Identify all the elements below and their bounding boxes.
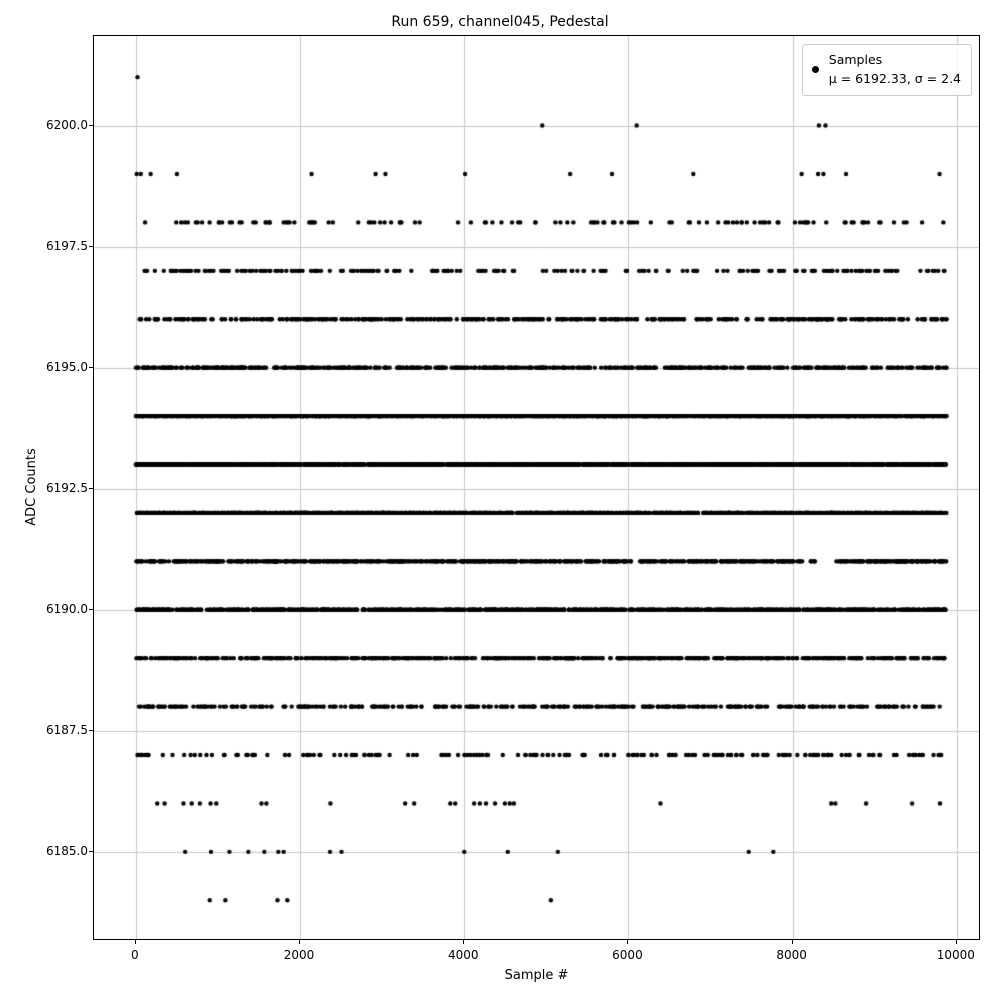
x-tick-label: 0 [131, 948, 139, 962]
plot-area [93, 35, 980, 940]
x-tick-mark [792, 940, 793, 944]
chart-title: Run 659, channel045, Pedestal [391, 14, 609, 30]
x-tick-mark [463, 940, 464, 944]
legend-sample-marker-icon [812, 66, 819, 73]
y-tick-label: 6195.0 [46, 359, 88, 374]
y-tick-label: 6192.5 [46, 480, 88, 495]
x-tick-label: 8000 [776, 948, 807, 962]
y-tick-label: 6190.0 [46, 601, 88, 616]
y-tick-mark [89, 730, 93, 731]
x-tick-mark [135, 940, 136, 944]
x-tick-label: 4000 [447, 948, 479, 962]
x-tick-label: 2000 [283, 948, 315, 962]
x-tick-mark [627, 940, 628, 944]
x-tick-label: 10000 [936, 948, 975, 962]
y-tick-mark [89, 609, 93, 610]
y-tick-label: 6197.5 [46, 238, 88, 253]
y-tick-label: 6200.0 [46, 117, 88, 132]
x-axis-label: Sample # [504, 968, 569, 983]
x-tick-mark [956, 940, 957, 944]
x-tick-label: 6000 [612, 948, 643, 962]
legend[interactable] [802, 44, 972, 96]
x-tick-mark [299, 940, 300, 944]
y-tick-mark [89, 367, 93, 368]
legend-label-samples: Samples [828, 52, 883, 67]
y-tick-label: 6187.5 [46, 722, 88, 737]
y-axis-label: ADC Counts [24, 448, 39, 526]
scatter-canvas [94, 36, 979, 939]
y-tick-mark [89, 488, 93, 489]
legend-label-stats: μ = 6192.33, σ = 2.4 [828, 71, 961, 87]
y-tick-mark [89, 125, 93, 126]
y-tick-mark [89, 851, 93, 852]
y-tick-label: 6185.0 [46, 843, 88, 858]
y-tick-mark [89, 246, 93, 247]
